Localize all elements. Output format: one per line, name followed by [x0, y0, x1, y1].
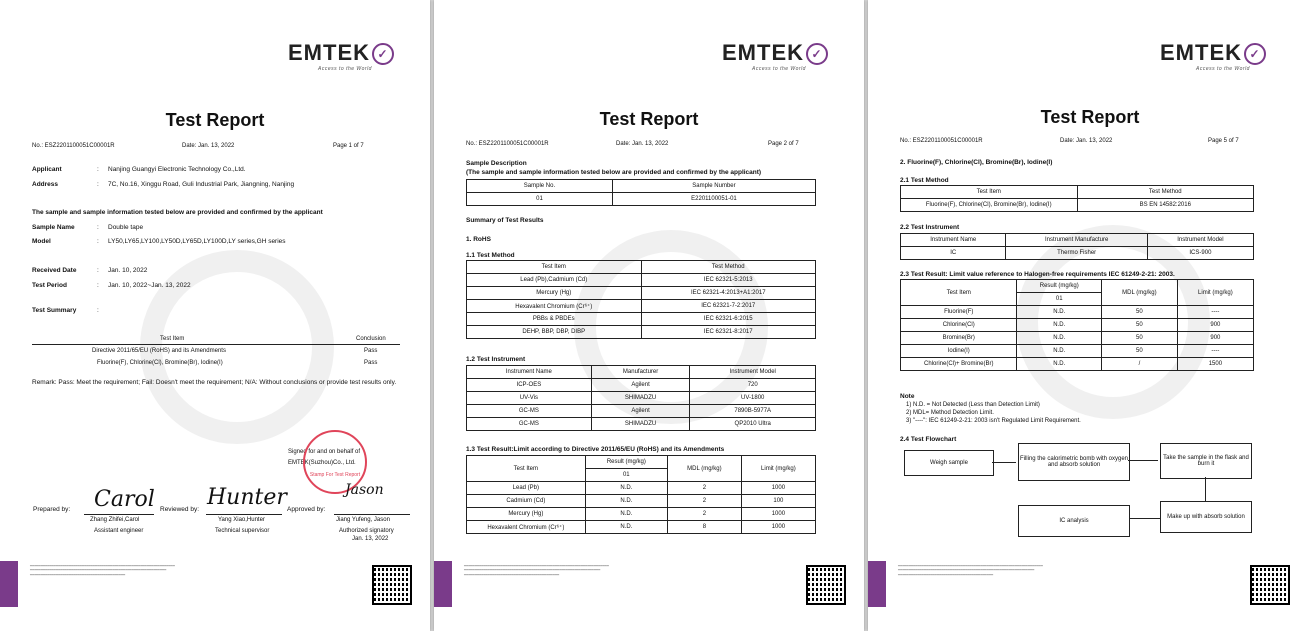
sample-description-title: Sample Description — [466, 160, 527, 167]
qr-code-icon — [372, 565, 412, 605]
emtek-logo: EMTEK ✓ — [1160, 40, 1266, 66]
summary-row-conclusion: Pass — [364, 348, 378, 354]
report-date: Date: Jan. 13, 2022 — [616, 141, 669, 147]
table-cell: Lead (Pb),Cadmium (Cd) — [467, 274, 642, 287]
table-cell: ---- — [1177, 345, 1253, 358]
table-cell: Limit (mg/kg) — [1177, 280, 1253, 306]
instrument-title: 2.2 Test Instrument — [900, 224, 960, 231]
note-item: 3) "----": IEC 61249-2-21: 2003 isn't Regulated Limit Requirement. — [906, 418, 1081, 424]
table-cell: Mercury (Hg) — [467, 287, 642, 300]
table-cell: GC-MS — [467, 405, 592, 418]
table-cell: 100 — [741, 495, 815, 508]
table-cell: Sample No. — [467, 180, 613, 193]
table-row — [467, 313, 816, 326]
table-cell: Test Item — [901, 186, 1078, 199]
emtek-logo: EMTEK ✓ — [288, 40, 394, 66]
footer-accent-bar — [868, 561, 886, 607]
summary-header-conclusion: Conclusion — [356, 336, 386, 342]
table-row — [467, 287, 816, 300]
applicant-value: Nanjing Guangyi Electronic Technology Co.,Ltd. — [108, 166, 246, 173]
table-cell: MDL (mg/kg) — [1102, 280, 1178, 306]
table-cell: 900 — [1177, 332, 1253, 345]
table-cell: 50 — [1102, 345, 1178, 358]
table-cell: DEHP, BBP, DBP, DIBP — [467, 326, 642, 339]
address-value: 7C, No.16, Xinggu Road, Guli Industrial Park, Jiangning, Nanjing — [108, 181, 295, 188]
table-cell: Instrument Name — [467, 366, 592, 379]
colon: : — [97, 181, 99, 188]
table-cell: N.D. — [585, 521, 667, 534]
table-row — [467, 418, 816, 431]
received-label: Received Date — [32, 267, 77, 274]
qr-code-icon — [806, 565, 846, 605]
table-cell: MDL (mg/kg) — [667, 456, 741, 482]
table-cell: SHIMADZU — [591, 418, 690, 431]
table-cell: 01 — [585, 469, 667, 482]
table-cell: E2201100051-01 — [612, 193, 815, 206]
table-cell: Result (mg/kg) — [585, 456, 667, 469]
summary-rule — [32, 344, 400, 345]
flow-arrow — [1130, 518, 1160, 519]
report-date: Date: Jan. 13, 2022 — [1060, 138, 1113, 144]
page-title: Test Report — [599, 109, 699, 129]
colon: : — [97, 166, 99, 173]
table-cell: Hexavalent Chromium (Cr⁶⁺) — [467, 521, 586, 534]
table-cell: Instrument Name — [901, 234, 1006, 247]
table-cell: Agilent — [591, 405, 690, 418]
page-title: Test Report — [165, 110, 265, 130]
signature-jason: Jason — [345, 482, 384, 498]
table-cell: Mercury (Hg) — [467, 508, 586, 521]
flowchart-title: 2.4 Test Flowchart — [900, 436, 957, 443]
colon: : — [97, 238, 99, 245]
table-cell: Fluorine(F) — [901, 306, 1017, 319]
sample-table — [466, 179, 816, 206]
colon: : — [97, 224, 99, 231]
table-cell: 2 — [667, 508, 741, 521]
rohs-title: 1. RoHS — [466, 236, 491, 243]
provided-note: The sample and sample information tested below are provided and confirmed by the applicant — [32, 209, 323, 216]
report-page-2 — [434, 0, 864, 631]
flow-take-sample: Take the sample in the flask and burn it — [1160, 443, 1252, 479]
table-cell: UV-Vis — [467, 392, 592, 405]
signed-company: EMTEK(Suzhou)Co., Ltd. — [288, 460, 356, 466]
table-row — [901, 247, 1254, 260]
period-value: Jan. 10, 2022~Jan. 13, 2022 — [108, 282, 191, 289]
address-label: Address — [32, 181, 59, 188]
table-row — [901, 358, 1254, 371]
summary-title: Summary of Test Results — [466, 217, 544, 224]
table-cell: 8 — [667, 521, 741, 534]
flow-weigh-sample: Weigh sample — [904, 450, 994, 476]
footer-accent-bar — [434, 561, 452, 607]
table-cell: Instrument Model — [690, 366, 816, 379]
table-row — [467, 392, 816, 405]
flow-arrow — [1205, 477, 1206, 501]
prepared-name: Zhang Zhifei,Carol — [90, 517, 140, 523]
table-cell: 2 — [667, 482, 741, 495]
table-cell: ICS-900 — [1147, 247, 1253, 260]
table-cell: IEC 62321-5:2013 — [641, 274, 816, 287]
method-title: 2.1 Test Method — [900, 177, 949, 184]
qr-code-icon — [1250, 565, 1290, 605]
summary-row-item: Directive 2011/65/EU (RoHS) and its Amendments — [92, 348, 226, 354]
logo-tagline: Access to the World — [752, 66, 806, 72]
table-cell: ---- — [1177, 306, 1253, 319]
table-cell: 1000 — [741, 508, 815, 521]
result-table — [900, 279, 1254, 371]
colon: : — [97, 282, 99, 289]
page-number: Page 2 of 7 — [768, 141, 799, 147]
reviewed-role: Technical supervisor — [215, 528, 270, 534]
table-cell: Limit (mg/kg) — [741, 456, 815, 482]
table-cell: / — [1102, 358, 1178, 371]
table-cell: IC — [901, 247, 1006, 260]
table-cell: N.D. — [1017, 319, 1102, 332]
summary-header-item: Test Item — [160, 336, 185, 342]
table-cell: 7890B-5977A — [690, 405, 816, 418]
table-cell: Result (mg/kg) — [1017, 280, 1102, 293]
table-cell: IEC 62321-6:2015 — [641, 313, 816, 326]
table-cell: BS EN 14582:2016 — [1077, 199, 1254, 212]
report-date: Date: Jan. 13, 2022 — [182, 143, 235, 149]
table-cell: Test Method — [1077, 186, 1254, 199]
table-cell: 900 — [1177, 319, 1253, 332]
table-cell: IEC 62321-8:2017 — [641, 326, 816, 339]
company-stamp: Stamp For Test Report — [303, 430, 367, 494]
table-cell: 1500 — [1177, 358, 1253, 371]
colon: : — [97, 307, 99, 314]
table-cell: N.D. — [585, 482, 667, 495]
table-cell: Test Method — [641, 261, 816, 274]
signed-for: Signed for and on behalf of — [288, 449, 361, 455]
table-cell: SHIMADZU — [591, 392, 690, 405]
table-row — [467, 274, 816, 287]
table-cell: Agilent — [591, 379, 690, 392]
table-row — [467, 300, 816, 313]
table-row — [467, 521, 816, 534]
table-cell: Lead (Pb) — [467, 482, 586, 495]
table-cell: N.D. — [585, 495, 667, 508]
footer-disclaimer: ━━━━━━━━━━━━━━━━━━━━━━━━━━━━━━━━━━━━━━━━━━━━━━━━━━━━━━━━━━━━━━━━━━━ ━━━━━━━━━━━━━━━━━━━━━━━━━━━━━━━━━━━━━━━━━━━━━━━━━━━━━━━━━━━━━━━ ━━━━━━━━━━━━━━━━━━━━━━━━━━━━━━━━━━━━━━━━━━━━ — [898, 564, 1043, 577]
summary-row-conclusion: Pass — [364, 360, 378, 366]
note-item: 1) N.D. = Not Detected (Less than Detection Limit) — [906, 402, 1040, 408]
table-row — [467, 379, 816, 392]
table-cell: N.D. — [585, 508, 667, 521]
table-cell: IEC 62321-7-2:2017 — [641, 300, 816, 313]
table-cell: PBBs & PBDEs — [467, 313, 642, 326]
page-footer — [868, 561, 1312, 607]
table-cell: ICP-OES — [467, 379, 592, 392]
report-page-1 — [0, 0, 430, 631]
sample-name-label: Sample Name — [32, 224, 75, 231]
flow-fill-bomb: Filling the calorimetric bomb with oxygen and absorb solution — [1018, 443, 1130, 481]
table-cell: Test Item — [901, 280, 1017, 306]
page-number: Page 1 of 7 — [333, 143, 364, 149]
prepared-role: Assistant engineer — [94, 528, 144, 534]
page-title: Test Report — [1040, 107, 1140, 127]
table-row — [467, 326, 816, 339]
table-cell: 01 — [1017, 293, 1102, 306]
table-cell: N.D. — [1017, 306, 1102, 319]
flow-make-up: Make up with absorb solution — [1160, 501, 1252, 533]
result-table — [466, 455, 816, 534]
table-cell: IEC 62321-4:2013+A1:2017 — [641, 287, 816, 300]
table-cell: 50 — [1102, 319, 1178, 332]
report-number: No.: ESZ2201100051C00001R — [900, 138, 983, 144]
instrument-table — [900, 233, 1254, 260]
period-label: Test Period — [32, 282, 67, 289]
table-cell: Manufacturer — [591, 366, 690, 379]
table-cell: Sample Number — [612, 180, 815, 193]
table-cell: 1000 — [741, 482, 815, 495]
table-cell: 01 — [467, 193, 613, 206]
page-footer — [0, 561, 430, 607]
emtek-mark-icon: ✓ — [806, 43, 828, 65]
instrument-table — [466, 365, 816, 431]
model-value: LY50,LY65,LY100,LY50D,LY65D,LY100D,LY series,GH series — [108, 238, 286, 245]
page-footer — [434, 561, 864, 607]
table-cell: Bromine(Br) — [901, 332, 1017, 345]
method-table — [900, 185, 1254, 212]
watermark-logo — [140, 250, 334, 444]
emtek-logo: EMTEK ✓ — [722, 40, 828, 66]
table-cell: N.D. — [1017, 332, 1102, 345]
footer-disclaimer: ━━━━━━━━━━━━━━━━━━━━━━━━━━━━━━━━━━━━━━━━━━━━━━━━━━━━━━━━━━━━━━━━━━━ ━━━━━━━━━━━━━━━━━━━━━━━━━━━━━━━━━━━━━━━━━━━━━━━━━━━━━━━━━━━━━━━ ━━━━━━━━━━━━━━━━━━━━━━━━━━━━━━━━━━━━━━━━━━━━ — [30, 564, 175, 577]
footer-disclaimer: ━━━━━━━━━━━━━━━━━━━━━━━━━━━━━━━━━━━━━━━━━━━━━━━━━━━━━━━━━━━━━━━━━━━ ━━━━━━━━━━━━━━━━━━━━━━━━━━━━━━━━━━━━━━━━━━━━━━━━━━━━━━━━━━━━━━━ ━━━━━━━━━━━━━━━━━━━━━━━━━━━━━━━━━━━━━━━━━━━━ — [464, 564, 609, 577]
table-cell: Cadmium (Cd) — [467, 495, 586, 508]
table-row — [901, 199, 1254, 212]
summary-row-item: Fluorine(F), Chlorine(Cl), Bromine(Br), Iodine(I) — [97, 360, 223, 366]
table-row — [901, 306, 1254, 319]
table-row — [901, 332, 1254, 345]
table-cell: N.D. — [1017, 358, 1102, 371]
colon: : — [97, 267, 99, 274]
table-row — [467, 508, 816, 521]
flow-arrow — [1128, 460, 1158, 461]
table-cell: Fluorine(F), Chlorine(Cl), Bromine(Br), Iodine(I) — [901, 199, 1078, 212]
table-cell: Instrument Manufacture — [1006, 234, 1147, 247]
table-cell: Instrument Model — [1147, 234, 1253, 247]
table-cell: UV-1800 — [690, 392, 816, 405]
report-number: No.: ESZ2201100051C00001R — [466, 141, 549, 147]
table-cell: Chlorine(Cl) — [901, 319, 1017, 332]
table-cell: Chlorine(Cl)+ Bromine(Br) — [901, 358, 1017, 371]
table-cell: QP2010 Ultra — [690, 418, 816, 431]
approved-date: Jan. 13, 2022 — [352, 536, 389, 542]
table-cell: 50 — [1102, 332, 1178, 345]
signature-hunter: Hunter — [207, 485, 287, 510]
model-label: Model — [32, 238, 51, 245]
table-cell: Test Item — [467, 261, 642, 274]
received-value: Jan. 10, 2022 — [108, 267, 148, 274]
method-table — [466, 260, 816, 339]
section-heading: 2. Fluorine(F), Chlorine(Cl), Bromine(Br), Iodine(I) — [900, 159, 1053, 166]
approved-label: Approved by: — [287, 506, 326, 513]
prepared-label: Prepared by: — [33, 506, 71, 513]
approved-name: Jiang Yufeng, Jason — [336, 517, 390, 523]
signature-carol: Carol — [94, 487, 155, 512]
summary-label: Test Summary — [32, 307, 77, 314]
flow-arrow — [992, 462, 1016, 463]
table-row — [467, 482, 816, 495]
footer-accent-bar — [0, 561, 18, 607]
report-number: No.: ESZ2201100051C00001R — [32, 143, 115, 149]
table-row — [467, 405, 816, 418]
result-title: 2.3 Test Result: Limit value reference to Halogen-free requirements IEC 61249-2-21: 2003. — [900, 271, 1175, 278]
table-cell: 50 — [1102, 306, 1178, 319]
remark: Remark: Pass: Meet the requirement; Fail: Doesn't meet the requirement; N/A: Without conclusions or provide test results only. — [32, 379, 397, 386]
flow-ic-analysis: IC analysis — [1018, 505, 1130, 537]
table-cell: 2 — [667, 495, 741, 508]
method-title: 1.1 Test Method — [466, 252, 515, 259]
report-page-5 — [868, 0, 1312, 631]
result-title: 1.3 Test Result:Limit according to Directive 2011/65/EU (RoHS) and its Amendments — [466, 446, 725, 453]
table-cell: Thermo Fisher — [1006, 247, 1147, 260]
table-row — [901, 319, 1254, 332]
table-cell: Test Item — [467, 456, 586, 482]
table-cell: GC-MS — [467, 418, 592, 431]
table-cell: 1000 — [741, 521, 815, 534]
page-number: Page 5 of 7 — [1208, 138, 1239, 144]
logo-tagline: Access to the World — [318, 66, 372, 72]
table-cell: Iodine(I) — [901, 345, 1017, 358]
reviewed-name: Yang Xiao,Hunter — [218, 517, 265, 523]
applicant-label: Applicant — [32, 166, 62, 173]
table-cell: N.D. — [1017, 345, 1102, 358]
table-cell: Hexavalent Chromium (Cr⁶⁺) — [467, 300, 642, 313]
emtek-mark-icon: ✓ — [372, 43, 394, 65]
table-cell: 720 — [690, 379, 816, 392]
emtek-mark-icon: ✓ — [1244, 43, 1266, 65]
table-row — [901, 345, 1254, 358]
note-item: 2) MDL= Method Detection Limit. — [906, 410, 994, 416]
approved-role: Authorized signatory — [339, 528, 394, 534]
note-title: Note — [900, 393, 915, 400]
sample-description-note: (The sample and sample information tested below are provided and confirmed by the applicant) — [466, 169, 762, 176]
table-row — [467, 495, 816, 508]
instrument-title: 1.2 Test Instrument — [466, 356, 526, 363]
sample-name-value: Double tape — [108, 224, 144, 231]
logo-tagline: Access to the World — [1196, 66, 1250, 72]
reviewed-label: Reviewed by: — [160, 506, 200, 513]
